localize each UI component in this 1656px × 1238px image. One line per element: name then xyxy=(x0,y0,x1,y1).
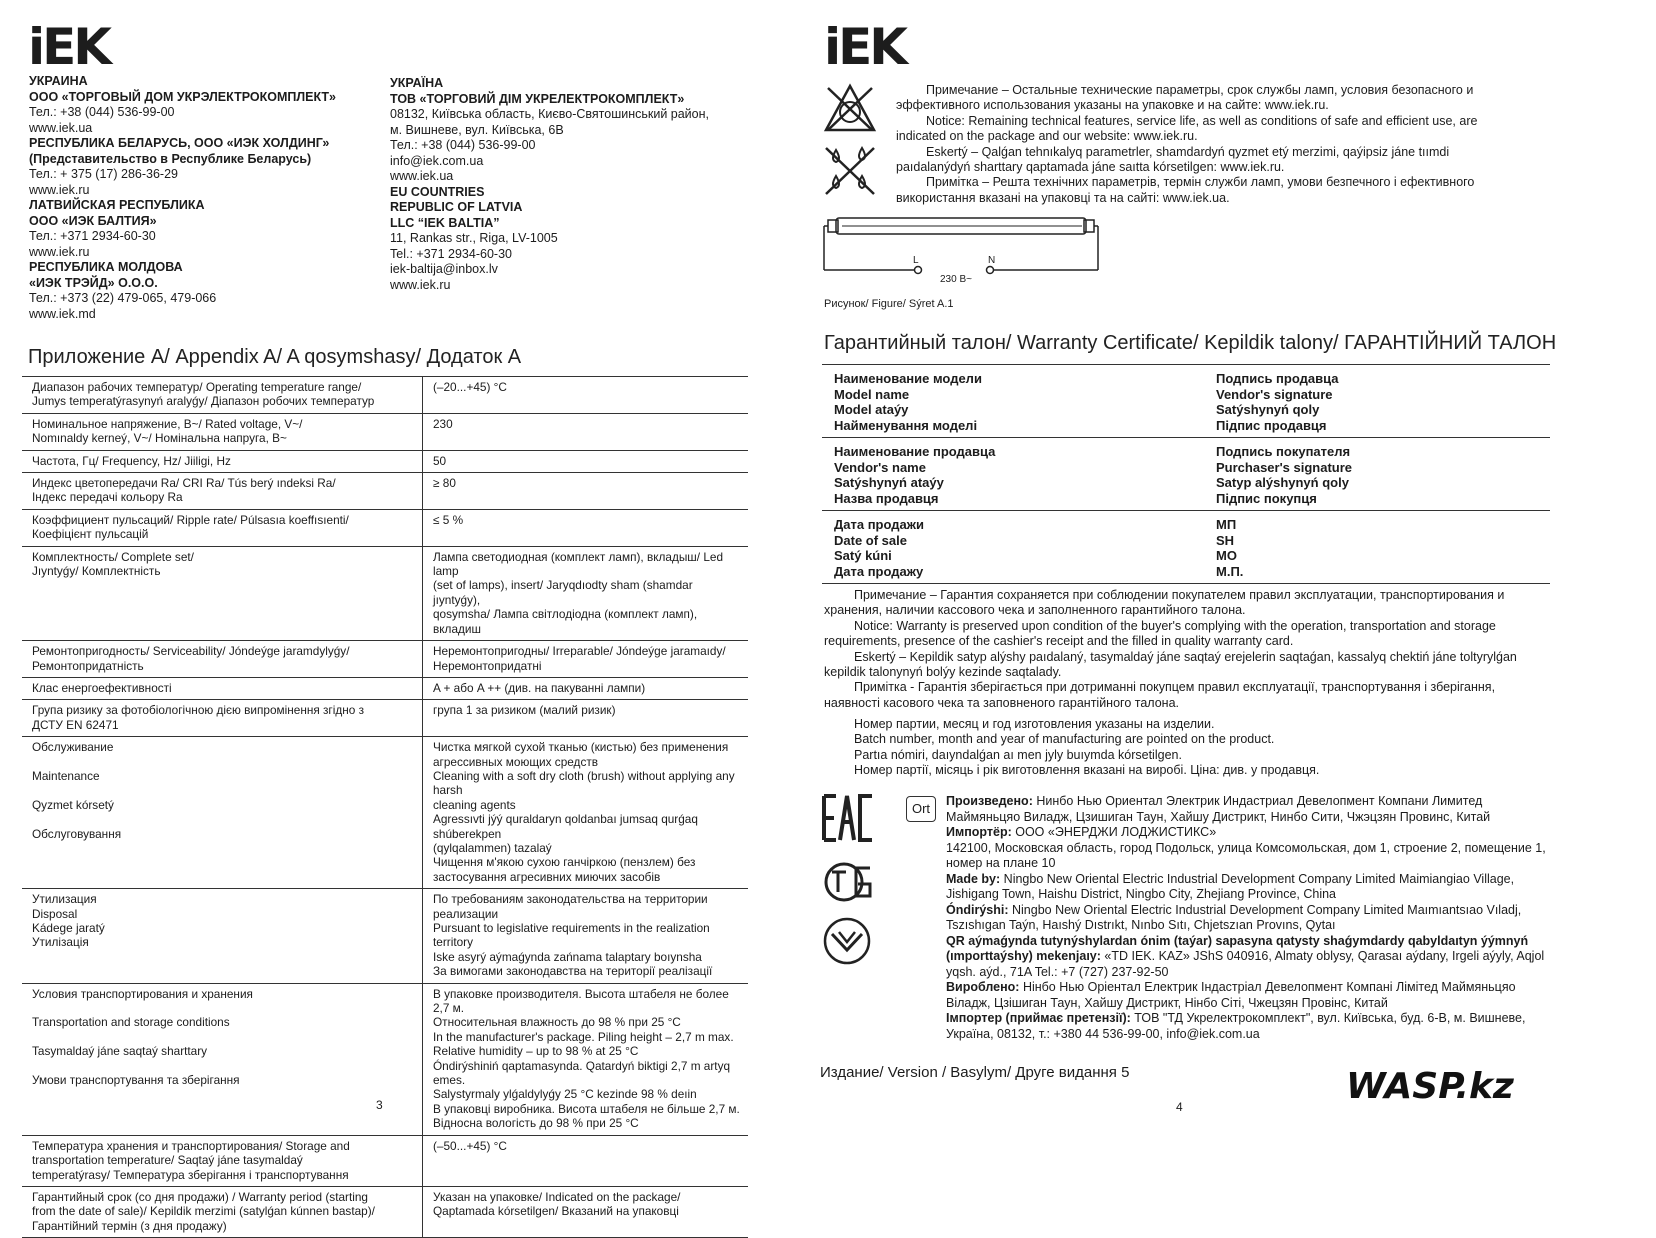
warranty-note-ru: Примечание – Гарантия сохраняется при соблюдении покупателем правил эксплуатации, транспортирования и хранения, наличии кассового чека и заполненного гарантийного талона. xyxy=(824,588,1505,618)
warranty-title: Гарантийный талон/ Warranty Certificate/ Kepildik talony/ ГАРАНТІЙНИЙ ТАЛОН xyxy=(824,332,1557,354)
spec-label: Комплектность/ Complete set/ Jıyntyǵy/ Комплектність xyxy=(22,546,423,640)
spec-value: Лампа светодиодная (комплект ламп), вкладыш/ Led lamp (set of lamps), insert/ Jaryqdıodty sham (shamdar jıyntyǵy), qosymsha/ Лампа світлодіодна (комплект ламп), вкладиш xyxy=(433,549,724,636)
spec-value: (–20...+45) °C xyxy=(433,380,507,394)
contact-line: УКРАИНА xyxy=(29,74,88,88)
contact-line: 08132, Київська область, Києво-Святошинський район, xyxy=(390,107,709,121)
note-kz: Eskertý – Qalǵan tehnıkalyq parametrler, shamdardyń qyzmet etý merzimi, qaýіpsіz jáne tıımdі paıdalanýdyń sharttary qaptamada jáne saıtta kórsetіlgen: www.iek.ru. xyxy=(896,144,1450,175)
batch-note-kz: Partıa nómіrі, daıyndalǵan aı men jyly buıymda kórsetіlgen. xyxy=(854,747,1182,762)
contact-line: ООО «ИЭК БАЛТИЯ» xyxy=(29,213,157,228)
maker-label: QR aýmaǵynda tutynýshylardan ónіm (taýar) sapasyna qatysty shaǵymdardy qabyldaıtyn ýýmnyń (ımporttaýshy) mekenjaıy: xyxy=(946,933,1529,963)
maker-text: 142100, Московская область, город Подольск, улица Комсомольская, дом 1, строение 2, помещение 1, номер на плане 10 xyxy=(946,840,1546,870)
contact-line: м. Вишневе, вул. Київська, 6В xyxy=(390,122,564,137)
spec-label: Обслуживание Maintenance Qyzmet kórsetý Обслуговування xyxy=(22,737,423,889)
spec-value: 230 xyxy=(433,416,453,431)
manufacturer-info xyxy=(946,794,1550,1042)
spec-label: Температура хранения и транспортирования/ Storage and transportation temperature/ Saqtaý jáne tasymaldaý temperatýrasy/ Температура зберігання і транспортування xyxy=(22,1135,423,1186)
warranty-row xyxy=(822,511,1550,584)
warranty-field-left: Наименование модели Model name Model ataýy Найменування моделі xyxy=(834,371,982,433)
spec-label: Коэффициент пульсаций/ Ripple rate/ Púlsasıa koeffısıentі/ Коефіцієнт пульсацій xyxy=(22,509,423,546)
warranty-row xyxy=(822,365,1550,438)
spec-value: ≤ 5 % xyxy=(433,512,464,527)
contact-line: ТОВ «ТОРГОВИЙ ДІМ УКРЕЛЕКТРОКОМПЛЕКТ» xyxy=(390,91,685,106)
warranty-note-ua: Примітка - Гарантія зберігається при дотриманні покупцем правил експлуатації, транспортування і зберігання, наявності касового чека та заповненого гарантійного талона. xyxy=(824,680,1496,710)
spec-row xyxy=(22,509,748,546)
warranty-note-kz: Eskertý – Kepіldіk satyp alýshy paıdalaný, tasymaldaý jáne saqtaý erejelerin saqtaǵan, kassalyq chektіń jáne toltyrylǵan kepіldіk talonynyń bolýy kezinde saqtalady. xyxy=(824,649,1517,680)
warranty-field-left: Дата продажи Date of sale Satý kúni Дата продажу xyxy=(834,517,924,579)
spec-value: Указан на упаковке/ Indicated on the package/ Qaptamada kórsetilgen/ Вказаний на упаковці xyxy=(433,1189,681,1219)
spec-row xyxy=(22,1186,748,1237)
contact-line: УКРАЇНА xyxy=(390,76,444,90)
contact-line: Тел.: + 375 (17) 286-36-29 xyxy=(29,167,178,181)
maker-label: Произведено: xyxy=(946,794,1033,808)
spec-value: Чистка мягкой сухой тканью (кистью) без применения агрессивных моющих средств Cleaning with a soft dry cloth (brush) without applying any harsh cleaning agents Agressıvtі jýý quraldaryn qoldanbaı jumsaq qurǵaq shúberekpen (qylqalammen) tazalaý Чищення м'якою сухою ганчіркою (пензлем) без застосування агресивних миючих засобів xyxy=(433,740,735,884)
contacts-column-1 xyxy=(29,74,389,322)
spec-label: Условия транспортирования и хранения Transportation and storage conditions Tasymaldaý jáne saqtaý sharttary Умови транспортування та зберігання xyxy=(22,983,423,1135)
iek-logo-right: iEK xyxy=(824,18,906,76)
spec-label: Номинальное напряжение, В~/ Rated voltage, V~/ Nomınaldy kerneý, V~/ Номінальна напруга, В~ xyxy=(22,413,423,450)
contact-line: (Представительство в Республике Беларусь) xyxy=(29,151,312,166)
maker-line xyxy=(946,980,1550,1011)
contact-line: www.iek.ua xyxy=(390,169,454,183)
page-number-left: 3 xyxy=(376,1098,383,1112)
maker-line xyxy=(946,934,1550,981)
contact-line: РЕСПУБЛИКА МОЛДОВА xyxy=(29,260,183,274)
warranty-field-right: МП SH MO М.П. xyxy=(1216,517,1244,579)
contact-line: www.iek.ua xyxy=(29,120,93,135)
spec-row xyxy=(22,450,748,472)
contact-line: Тел.: +373 (22) 479-065, 479-066 xyxy=(29,291,217,305)
appendix-title: Приложение А/ Appendix A/ A qosymshasy/ Додаток А xyxy=(28,346,522,368)
maker-label: Вироблено: xyxy=(946,980,1020,994)
maker-text: ООО «ЭНЕРДЖИ ЛОДЖИСТИКС» xyxy=(1011,825,1217,839)
maker-line xyxy=(946,903,1550,934)
contact-line: iek-baltija@inbox.lv xyxy=(390,262,498,276)
spec-row xyxy=(22,641,748,678)
no-cover-warning-icon xyxy=(822,80,878,136)
spec-value: В упаковке производителя. Высота штабеля не более 2,7 м. Относительная влажность до 98 % при 25 °C In the manufacturer's package. Piling height – 2,7 m max. Relative humidity – up to 98 % at 25 °C Óndіrýshіnіń qaptamasynda. Qatardyń bіktіgі 2,7 m artyq emes. Salystyrmaly ylǵaldylyǵy 25 °C kezinde 98 % deıin В упаковці виробника. Висота штабеля не більше 2,7 м. Відносна вологість до 98 % при 25 °C xyxy=(433,986,740,1131)
maker-label: Made by: xyxy=(946,871,1001,886)
contact-line: Tel.: +371 2934-60-30 xyxy=(390,246,512,261)
spec-label: Диапазон рабочих температур/ Operating temperature range/ Jumys temperatýrasynyń aralyǵy/ Діапазон робочих температур xyxy=(22,377,423,414)
figure-voltage: 230 В~ xyxy=(940,274,972,285)
maker-label: Імпортер (приймає претензії): xyxy=(946,1011,1131,1025)
batch-note-ua: Номер партії, місяць і рік виготовлення вказані на виробі. Ціна: див. у продавця. xyxy=(854,763,1320,778)
maker-label: Импортёр: xyxy=(946,825,1012,839)
warranty-notes xyxy=(824,588,1550,711)
note-ru: Примечание – Остальные технические параметры, срок службы ламп, условия безопасного и эффективного использования указаны на упаковке и на сайте: www.iek.ru. xyxy=(896,83,1474,113)
spec-row xyxy=(22,889,748,983)
maker-text: Ningbo New Oriental Electric Industrial Development Company Limited Maimiangiao Village, Jishigang Town, Haishu District, Ningbo City, Zhejiang Province, China xyxy=(946,871,1515,901)
iek-logo-left: iEK xyxy=(28,18,110,76)
contact-line: info@iek.com.ua xyxy=(390,153,484,168)
maker-text: «TD IEK. KAZ» JShS 040916, Almaty oblysy, Qarasaı aýdany, Irgelі aýyly, Aqjol yqsh. aýd., 71A Tel.: +7 (727) 237-92-50 xyxy=(946,949,1545,979)
warranty-note-en: Notice: Warranty is preserved upon condition of the buyer's complying with the operation, transportation and storage requirements, presence of the cashier's receipt and the filled in quality warranty card. xyxy=(824,618,1496,649)
spec-label: Ремонтопригодность/ Serviceability/ Jóndeýge jaramdylyǵy/ Ремонтопридатність xyxy=(22,641,423,678)
contact-line: www.iek.md xyxy=(29,306,96,321)
tech-notes xyxy=(896,83,1524,206)
note-ua: Примітка – Решта технічних параметрів, термін служби ламп, умови безпечного і ефективного використання вказані на упаковці та на сайті: www.iek.ua. xyxy=(896,175,1475,205)
contact-line: «ИЭК ТРЭЙД» О.О.О. xyxy=(29,275,158,290)
warranty-row xyxy=(822,438,1550,511)
contact-line: ЛАТВИЙСКАЯ РЕСПУБЛИКА xyxy=(29,198,205,212)
ort-mark-icon: Ort xyxy=(906,796,936,822)
maker-line xyxy=(946,841,1550,872)
spec-value: (–50...+45) °C xyxy=(433,1138,507,1153)
figure-label-n: N xyxy=(988,255,996,266)
contact-line: www.iek.ru xyxy=(29,182,90,197)
spec-label: Гарантийный срок (со дня продажи) / Warranty period (starting from the date of sale)/ Kepildik merzimi (satylǵan kúnnen bastap)/ Гарантійний термін (з дня продажу) xyxy=(22,1186,423,1237)
contact-line: www.iek.ru xyxy=(390,277,451,292)
spec-value: A + або A ++ (див. на пакуванні лампи) xyxy=(433,680,646,695)
contact-line: EU COUNTRIES xyxy=(390,184,485,199)
stb-mark-icon xyxy=(822,860,874,904)
spec-value: По требованиям законодательства на территории реализации Pursuant to legislative requirements in the realization territory Iske asyrý aýmaǵynda zańnama talaptary boıynsha За вимогами законодавства на території реалізації xyxy=(433,892,713,979)
spec-label: Частота, Гц/ Frequency, Hz/ Jiiligi, Hz xyxy=(22,450,423,472)
spec-table xyxy=(22,376,748,1238)
spec-value: Неремонтопригодны/ Irreparable/ Jóndeýge jaramaıdy/ Неремонтопридатні xyxy=(433,644,726,673)
contact-line: РЕСПУБЛИКА БЕЛАРУСЬ, ООО «ИЭК ХОЛДИНГ» xyxy=(29,136,330,150)
warranty-table xyxy=(822,364,1550,584)
warranty-field-right: Подпись покупателя Purchaser's signature Satyp alýshynyń qoly Підпис покупця xyxy=(1216,444,1353,506)
contact-line: 11, Rankas str., Riga, LV-1005 xyxy=(390,231,558,245)
watermark: WASP.kz xyxy=(1346,1066,1514,1107)
spec-label: Клас енергоефективності xyxy=(22,677,423,699)
version-label: Издание/ Version / Basylym/ Друге видання 5 xyxy=(820,1064,1130,1081)
no-water-icon xyxy=(822,142,878,198)
spec-value: група 1 за ризиком (малий ризик) xyxy=(433,703,616,718)
spec-row xyxy=(22,1135,748,1186)
warranty-field-left: Наименование продавца Vendor's name Satýshynyń ataýy Назва продавця xyxy=(834,444,996,506)
maker-text: Ningbo New Oriental Electric Industrial Development Company Limited Maımıantsıao Vıladj, Tszıshıgan Taýn, Haıshý Dıstrıkt, Nınbo Sıtı, Chjetszıan Provıns, Qytaı xyxy=(946,902,1522,932)
figure-label-l: L xyxy=(913,255,919,266)
figure-caption: Рисунок/ Figure/ Sýret A.1 xyxy=(824,298,954,310)
contact-line: Тел.: +38 (044) 536-99-00 xyxy=(29,105,175,119)
spec-row xyxy=(22,473,748,510)
contact-line: Тел.: +371 2934-60-30 xyxy=(29,229,156,243)
spec-row xyxy=(22,737,748,889)
batch-note-en: Batch number, month and year of manufacturing are pointed on the product. xyxy=(854,732,1275,747)
spec-row xyxy=(22,413,748,450)
contact-line: REPUBLIC OF LATVIA xyxy=(390,200,523,214)
contacts-column-2 xyxy=(390,76,760,293)
note-en: Notice: Remaining technical features, service life, as well as conditions of safe and efficient use, are indicated on the package and our website: www.iek.ru. xyxy=(896,113,1478,144)
contact-line: ООО «ТОРГОВЫЙ ДОМ УКРЭЛЕКТРОКОМПЛЕКТ» xyxy=(29,89,336,104)
batch-note-ru: Номер партии, месяц и год изготовления указаны на изделии. xyxy=(854,717,1215,731)
spec-row xyxy=(22,983,748,1135)
batch-notes xyxy=(824,717,1550,779)
eac-mark-icon xyxy=(820,792,876,844)
page-number-right: 4 xyxy=(1176,1100,1183,1114)
maker-text: Нінбо Нью Оріентал Електрик Індастріал Девелопмент Компані Лімітед Маймяньцяо Віладж, Цзішиган Таун, Хайшу Дистрикт, Нінбо Сіті, Чжецзян Провінс, Китай xyxy=(946,980,1516,1010)
spec-row xyxy=(22,700,748,737)
spec-row xyxy=(22,546,748,640)
spec-row xyxy=(22,677,748,699)
maker-line xyxy=(946,1011,1550,1042)
maker-label: Óndіrýshі: xyxy=(946,902,1009,917)
spec-label: Група ризику за фотобіологічною дією випромінення згідно з ДСТУ EN 62471 xyxy=(22,700,423,737)
maker-line xyxy=(946,825,1550,841)
spec-value: ≥ 80 xyxy=(433,476,456,491)
spec-label: Утилизация Disposal Kádege jaratý Утилізація xyxy=(22,889,423,983)
maker-line xyxy=(946,794,1550,825)
spec-row xyxy=(22,377,748,414)
warranty-field-right: Подпись продавца Vendor's signature Satýshynyń qoly Підпис продавця xyxy=(1216,371,1339,433)
maker-text: ТОВ "ТД Укрелектрокомплект", вул. Київська, буд. 6-В, м. Вишневе, Україна, 08132, т.: +380 44 536-99-00, info@iek.com.ua xyxy=(946,1011,1526,1041)
contact-line: www.iek.ru xyxy=(29,244,90,259)
contact-line: Тел.: +38 (044) 536-99-00 xyxy=(390,138,536,152)
spec-label: Индекс цветопередачи Ra/ CRI Ra/ Tús berý ındeksi Ra/ Індекс передачі кольору Ra xyxy=(22,473,423,510)
maker-text: Нинбо Нью Ориентал Электрик Индастриал Девелопмент Компани Лимитед Маймяньцяо Виладж, Цзишиган Таун, Хайшу Дистрикт, Нинбо Сити, Чжэцзян Провинс, Китай xyxy=(946,794,1491,824)
contact-line: LLC “IEK BALTIA” xyxy=(390,215,500,230)
ukraine-conformity-mark-icon xyxy=(822,916,872,966)
maker-line xyxy=(946,872,1550,903)
spec-value: 50 xyxy=(433,453,447,468)
